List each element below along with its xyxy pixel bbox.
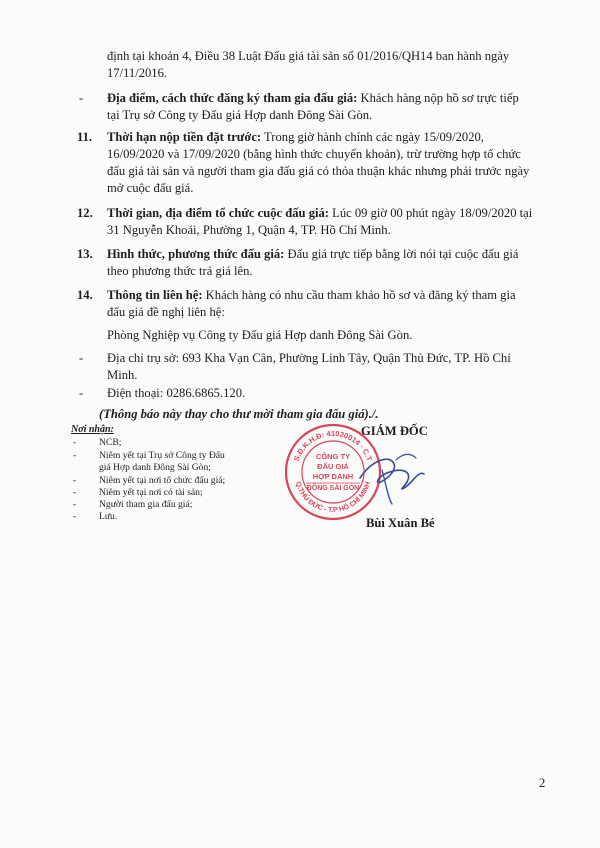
recipient-dash: -: [73, 499, 77, 510]
item-14-label: Thông tin liên hệ:: [107, 288, 203, 302]
recipient-dash: -: [73, 437, 77, 448]
svg-text:ĐẤU GIÁ: ĐẤU GIÁ: [317, 462, 349, 471]
address-bullet: -: [79, 351, 84, 365]
contact-address-line-1: Địa chỉ trụ sở: 693 Kha Vạn Cân, Phường Linh Tây, Quận Thủ Đức, TP. Hồ Chí: [107, 351, 511, 365]
svg-text:CÔNG TY: CÔNG TY: [315, 452, 351, 461]
item-11-line-3: đấu giá tài sản và người tham gia đấu giá có thỏa thuận khác nhưng phải trước ngày: [107, 164, 530, 178]
item-14-line-1: [107, 287, 516, 303]
recipients-title: Nơi nhận:: [71, 424, 114, 435]
item-13-text: Đấu giá trực tiếp bằng lời nói tại cuộc đấu giá: [284, 247, 519, 261]
svg-text:S.Đ.K.H.Đ: 41020014 · C.T: S.Đ.K.H.Đ: 41020014 · C.T: [291, 428, 375, 463]
contact-address-line-2: Minh.: [107, 368, 138, 382]
item-11-line-2: 16/09/2020 và 17/09/2020 (bằng hình thức chuyển khoản), trừ trường hợp tổ chức: [107, 147, 521, 161]
item-12-number: 12.: [77, 206, 93, 220]
item-13-line-1: [107, 246, 518, 262]
item-11-line-1: [107, 129, 484, 145]
recipient-dash: -: [73, 511, 77, 522]
item-11-label: Thời hạn nộp tiền đặt trước:: [107, 130, 262, 144]
item-13-number: 13.: [77, 247, 93, 261]
item-11-number: 11.: [77, 130, 93, 144]
contact-office: Phòng Nghiệp vụ Công ty Đấu giá Hợp danh Đông Sài Gòn.: [107, 328, 413, 342]
item-12-text: Lúc 09 giờ 00 phút ngày 18/09/2020 tại: [329, 206, 533, 220]
item-14-line-2: đấu giá đề nghị liên hệ:: [107, 305, 225, 319]
page-number: 2: [539, 776, 546, 790]
recipient-item: Niêm yết tại nơi tổ chức đấu giá;: [99, 475, 226, 486]
phone-bullet: -: [79, 386, 84, 400]
item-12-line-1: [107, 205, 532, 221]
recipient-item: NCB;: [99, 437, 122, 448]
item-11-line-4: mở cuộc đấu giá.: [107, 181, 194, 195]
svg-text:ĐÔNG SÀI GÒN: ĐÔNG SÀI GÒN: [306, 485, 360, 492]
recipient-dash: -: [73, 475, 77, 486]
registration-line-2: tại Trụ sở Công ty Đấu giá Hợp danh Đông Sài Gòn.: [107, 108, 373, 122]
item-13-line-2: theo phương thức trả giá lên.: [107, 264, 253, 278]
item-14-text: Khách hàng có nhu cầu tham khảo hồ sơ và đăng ký tham gia: [202, 288, 516, 302]
recipient-item-continued: giá Hợp danh Đông Sài Gòn;: [99, 462, 211, 473]
svg-text:Q.THỦ ĐỨC - T.P HỒ CHÍ MINH: Q.THỦ ĐỨC - T.P HỒ CHÍ MINH: [293, 480, 373, 515]
recipient-item: Người tham gia đấu giá;: [99, 499, 193, 510]
item-14-number: 14.: [77, 288, 93, 302]
registration-line-1: [107, 90, 519, 106]
svg-text:HỢP DANH: HỢP DANH: [312, 472, 354, 481]
recipient-item: Niêm yết tại Trụ sở Công ty Đấu: [99, 450, 225, 461]
registration-bullet: -: [79, 91, 84, 105]
item-11-text: Trong giờ hành chính các ngày 15/09/2020,: [261, 130, 484, 144]
signer-name: Bùi Xuân Bé: [366, 516, 435, 530]
recipient-dash: -: [73, 487, 77, 498]
intro-line-2: 17/11/2016.: [107, 66, 168, 80]
recipient-item: Niêm yết tại nơi có tài sản;: [99, 487, 203, 498]
handwritten-signature: [352, 440, 432, 510]
item-13-label: Hình thức, phương thức đấu giá:: [107, 247, 285, 261]
recipient-dash: -: [73, 450, 77, 461]
contact-phone: Điện thoại: 0286.6865.120.: [107, 386, 246, 400]
item-12-line-2: 31 Nguyễn Khoái, Phường 1, Quận 4, TP. Hồ Chí Minh.: [107, 223, 391, 237]
item-12-label: Thời gian, địa điểm tổ chức cuộc đấu giá:: [107, 206, 329, 220]
closing-note: (Thông báo này thay cho thư mời tham gia đấu giá)./.: [99, 407, 379, 421]
intro-line-1: định tại khoản 4, Điều 38 Luật Đấu giá tài sản số 01/2016/QH14 ban hành ngày: [107, 49, 510, 63]
registration-label: Địa điểm, cách thức đăng ký tham gia đấu giá:: [107, 91, 358, 105]
recipient-item: Lưu.: [99, 511, 118, 522]
director-title: GIÁM ĐỐC: [361, 424, 428, 438]
registration-text: Khách hàng nộp hồ sơ trực tiếp: [357, 91, 519, 105]
